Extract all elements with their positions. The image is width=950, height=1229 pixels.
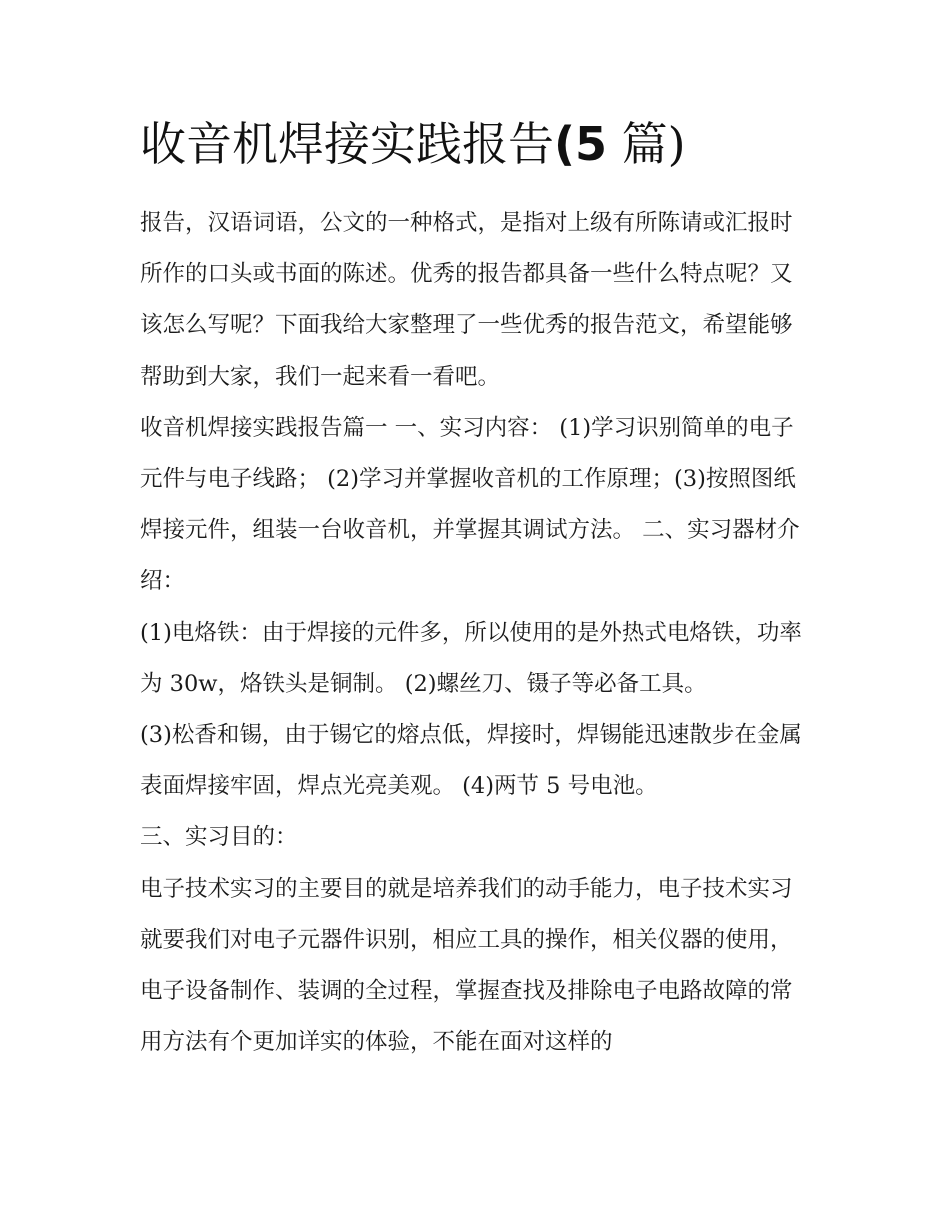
document-body xyxy=(140,198,812,1068)
title-suffix: 篇) xyxy=(607,117,686,171)
document-title xyxy=(140,112,840,176)
paragraph-purpose: 电子技术实习的主要目的就是培养我们的动手能力，电子技术实习就要我们对电子元器件识别，相应工具的操作，相关仪器的使用，电子设备制作、装调的全过程，掌握查找及排除电子电路故障的常用方法有个更加详实的体验，不能在面对这样的 xyxy=(140,875,793,1056)
title-paren-open: ( xyxy=(554,117,576,171)
paragraph-intro: 报告，汉语词语，公文的一种格式，是指对上级有所陈请或汇报时所作的口头或书面的陈述。优秀的报告都具备一些什么特点呢？又该怎么写呢？下面我给大家整理了一些优秀的报告范文，希望能够帮助到大家，我们一起来看一看吧。 xyxy=(140,210,793,390)
title-number: 5 xyxy=(575,117,608,171)
paragraph-rosin-solder: (3)松香和锡，由于锡它的熔点低，焊接时，焊锡能迅速散步在金属表面焊接牢固，焊点光亮美观。 (4)两节 5 号电池。 xyxy=(140,722,802,800)
paragraph-soldering-iron: (1)电烙铁：由于焊接的元件多，所以使用的是外热式电烙铁，功率为 30w，烙铁头是铜制。 (2)螺丝刀、镊子等必备工具。 xyxy=(140,619,802,697)
title-main: 收音机焊接实践报告 xyxy=(140,117,554,171)
section-heading-purpose: 三、实习目的： xyxy=(140,824,298,851)
paragraph-practice-content: 收音机焊接实践报告篇一 一、实习内容： (1)学习识别简单的电子元件与电子线路； (2)学习并掌握收音机的工作原理；(3)按照图纸焊接元件，组装一台收音机，并掌握其调试方法。 二、实习器材介绍： xyxy=(140,414,800,595)
